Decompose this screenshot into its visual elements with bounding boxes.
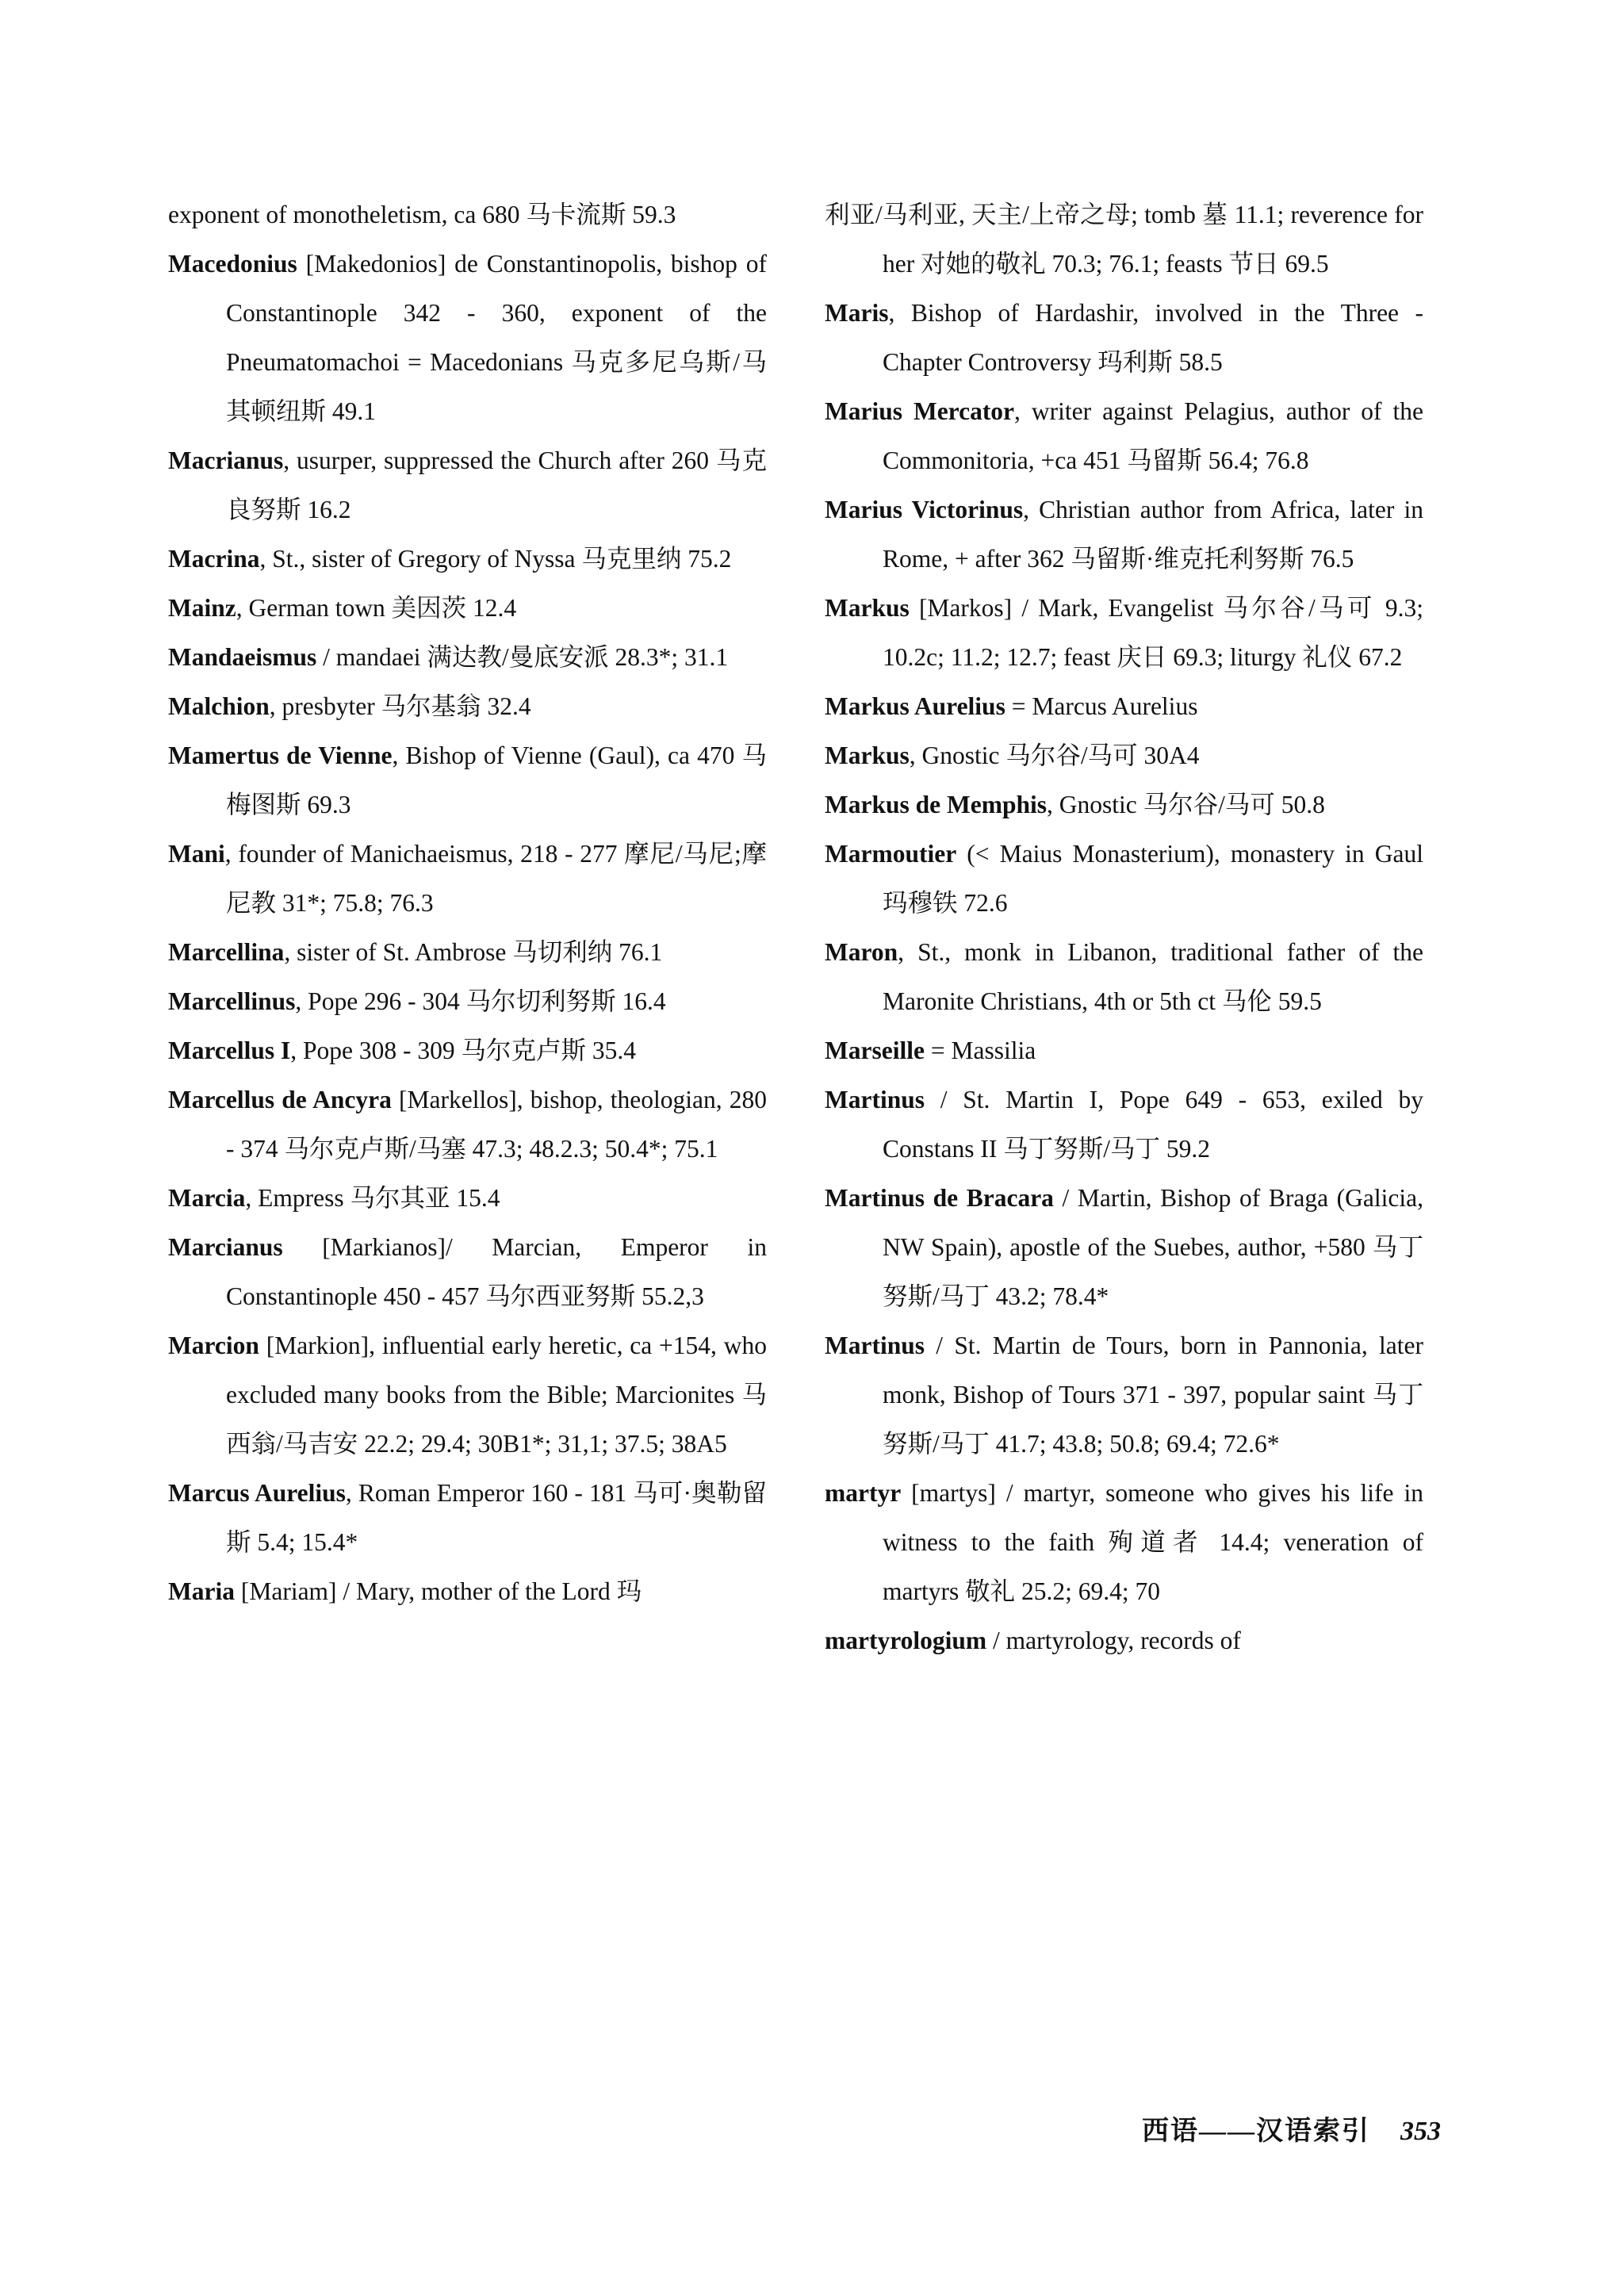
index-entry: [825, 485, 1423, 584]
index-entry: [168, 1174, 767, 1223]
entry-text: [Mariam] / Mary, mother of the Lord 玛: [234, 1577, 642, 1605]
entry-text: , Pope 296 - 304 马尔切利努斯 16.4: [295, 987, 666, 1015]
index-entry: [168, 1223, 767, 1321]
index-entry: [825, 731, 1423, 780]
entry-text: = Marcus Aurelius: [1005, 692, 1198, 720]
index-entry: [825, 830, 1423, 928]
entry-text: , Bishop of Hardashir, involved in the Three - Chapter Controversy 玛利斯 58.5: [883, 299, 1423, 376]
entry-text: , Pope 308 - 309 马尔克卢斯 35.4: [290, 1037, 637, 1064]
entry-text: [Markianos]/ Marcian, Emperor in Constantinople 450 - 457 马尔西亚努斯 55.2,3: [226, 1233, 767, 1310]
entry-headword: Marcia: [168, 1184, 246, 1212]
entry-text: , St., monk in Libanon, traditional father of the Maronite Christians, 4th or 5th ct 马伦 59.5: [883, 938, 1423, 1015]
entry-headword: Macedonius: [168, 250, 297, 278]
entry-text: , Bishop of Vienne (Gaul), ca 470 马梅图斯 69.3: [226, 742, 768, 818]
index-entry: [168, 1321, 767, 1469]
entry-headword: Martinus: [825, 1332, 925, 1359]
entry-text: , sister of St. Ambrose 马切利纳 76.1: [284, 938, 663, 966]
index-entry: [168, 928, 767, 977]
page-number: 353: [1400, 2117, 1441, 2146]
index-entry: [168, 584, 767, 633]
entry-headword: Marius Victorinus: [825, 496, 1024, 523]
index-entry: [168, 240, 767, 436]
entry-headword: Marcellina: [168, 938, 285, 966]
index-entry: [825, 1321, 1423, 1469]
index-entry: [168, 535, 767, 584]
left-column: [168, 190, 767, 1616]
index-entry: [168, 1026, 767, 1075]
index-entry: [825, 387, 1423, 485]
entry-text: , Christian author from Africa, later in Rome, + after 362 马留斯·维克托利努斯 76.5: [883, 496, 1423, 573]
entry-headword: Markus de Memphis: [825, 791, 1048, 818]
entry-headword: Markus: [825, 594, 910, 622]
entry-headword: Macrianus: [168, 446, 284, 474]
index-entry: [825, 190, 1423, 289]
entry-headword: Marcus Aurelius: [168, 1479, 346, 1507]
entry-headword: Maria: [168, 1577, 235, 1605]
entry-headword: Markus: [825, 742, 910, 769]
index-entry: [825, 289, 1423, 387]
entry-text: , Gnostic 马尔谷/马可 50.8: [1047, 791, 1325, 818]
entry-text: , usurper, suppressed the Church after 260 马克良努斯 16.2: [226, 446, 767, 523]
entry-text: [Makedonios] de Constantinopolis, bishop of Constantinople 342 - 360, exponent of the Pneumatomachoi = Macedonians 马克多尼乌斯/马其顿纽斯 49.1: [226, 250, 767, 425]
index-entry: [825, 928, 1423, 1026]
index-entry: [168, 633, 767, 682]
entry-text: / St. Martin I, Pope 649 - 653, exiled by Constans II 马丁努斯/马丁 59.2: [883, 1086, 1423, 1163]
entry-headword: Marcion: [168, 1332, 259, 1359]
entry-text: [Markellos], bishop, theologian, 280 - 374 马尔克卢斯/马塞 47.3; 48.2.3; 50.4*; 75.1: [226, 1086, 767, 1163]
entry-text: 利亚/马利亚, 天主/上帝之母; tomb 墓 11.1; reverence for her 对她的敬礼 70.3; 76.1; feasts 节日 69.5: [825, 201, 1423, 278]
index-entry: [825, 584, 1423, 682]
index-entry: [825, 1026, 1423, 1075]
entry-headword: Maris: [825, 299, 889, 327]
page-footer: [1142, 2116, 1507, 2148]
index-entry: [825, 1174, 1423, 1321]
entry-headword: Marseille: [825, 1037, 925, 1064]
entry-headword: Mainz: [168, 594, 236, 622]
entry-headword: Mamertus de Vienne: [168, 742, 393, 769]
index-entry: [168, 731, 767, 830]
entry-headword: Maron: [825, 938, 898, 966]
entry-text: , Gnostic 马尔谷/马可 30A4: [909, 742, 1200, 769]
entry-headword: Martinus de Bracara: [825, 1184, 1054, 1212]
entry-text: / St. Martin de Tours, born in Pannonia, later monk, Bishop of Tours 371 - 397, popular saint 马丁努斯/马丁 41.7; 43.8; 50.8; 69.4; 72.6*: [883, 1332, 1423, 1458]
entry-text: / Martin, Bishop of Braga (Galicia, NW Spain), apostle of the Suebes, author, +580 马丁努斯/马丁 43.2; 78.4*: [883, 1184, 1423, 1310]
index-entry: [168, 1075, 767, 1174]
index-entry: [825, 1075, 1423, 1174]
entry-headword: Marcellus de Ancyra: [168, 1086, 392, 1113]
entry-headword: Marcellinus: [168, 987, 296, 1015]
entry-text: , founder of Manichaeismus, 218 - 277 摩尼/马尼;摩尼教 31*; 75.8; 76.3: [224, 840, 767, 917]
entry-text: / mandaei 满达教/曼底安派 28.3*; 31.1: [316, 643, 729, 671]
entry-text: (< Maius Monasterium), monastery in Gaul 玛穆铁 72.6: [883, 840, 1423, 917]
entry-headword: Marius Mercator: [825, 397, 1015, 425]
entry-text: , Roman Emperor 160 - 181 马可·奥勒留斯 5.4; 15.4*: [226, 1479, 767, 1556]
entry-text: , Empress 马尔其亚 15.4: [245, 1184, 500, 1212]
entry-text: , St., sister of Gregory of Nyssa 马克里纳 75.2: [259, 545, 732, 573]
entry-text: [martys] / martyr, someone who gives his life in witness to the faith 殉道者 14.4; veneration of martyrs 敬礼 25.2; 69.4; 70: [883, 1479, 1423, 1605]
entry-text: [Markion], influential early heretic, ca +154, who excluded many books from the Bible; Marcionites 马西翁/马吉安 22.2; 29.4; 30B1*; 31,1; 37.5; 38A5: [226, 1332, 767, 1458]
index-entry: [168, 830, 767, 928]
running-footer-title: 西语——汉语索引: [1142, 2117, 1370, 2146]
index-entry: [168, 436, 767, 535]
entry-text: , presbyter 马尔基翁 32.4: [269, 692, 531, 720]
index-entry: [168, 1469, 767, 1567]
entry-headword: martyr: [825, 1479, 902, 1507]
entry-headword: martyrologium: [825, 1627, 987, 1654]
right-column: [825, 190, 1423, 1665]
index-entry: [168, 682, 767, 731]
entry-text: , writer against Pelagius, author of the Commonitoria, +ca 451 马留斯 56.4; 76.8: [883, 397, 1423, 474]
entry-headword: Macrina: [168, 545, 260, 573]
index-entry: [168, 977, 767, 1026]
entry-text: exponent of monotheletism, ca 680 马卡流斯 59.3: [168, 201, 676, 228]
entry-headword: Marcianus: [168, 1233, 283, 1261]
entry-text: , German town 美因茨 12.4: [236, 594, 517, 622]
entry-headword: Malchion: [168, 692, 270, 720]
index-entry: [825, 1616, 1423, 1665]
entry-headword: Mandaeismus: [168, 643, 317, 671]
index-entry: [825, 682, 1423, 731]
entry-headword: Marcellus I: [168, 1037, 291, 1064]
index-entry: [168, 190, 767, 240]
index-entry: [825, 1469, 1423, 1616]
entry-headword: Martinus: [825, 1086, 925, 1113]
entry-headword: Mani: [168, 840, 225, 868]
entry-text: / martyrology, records of: [986, 1627, 1241, 1654]
entry-text: = Massilia: [924, 1037, 1036, 1064]
index-entry: [825, 780, 1423, 830]
entry-text: [Markos] / Mark, Evangelist 马尔谷/马可 9.3; 10.2c; 11.2; 12.7; feast 庆日 69.3; liturgy 礼仪 67.2: [883, 594, 1423, 671]
entry-headword: Markus Aurelius: [825, 692, 1005, 720]
index-entry: [168, 1567, 767, 1616]
entry-headword: Marmoutier: [825, 840, 957, 868]
